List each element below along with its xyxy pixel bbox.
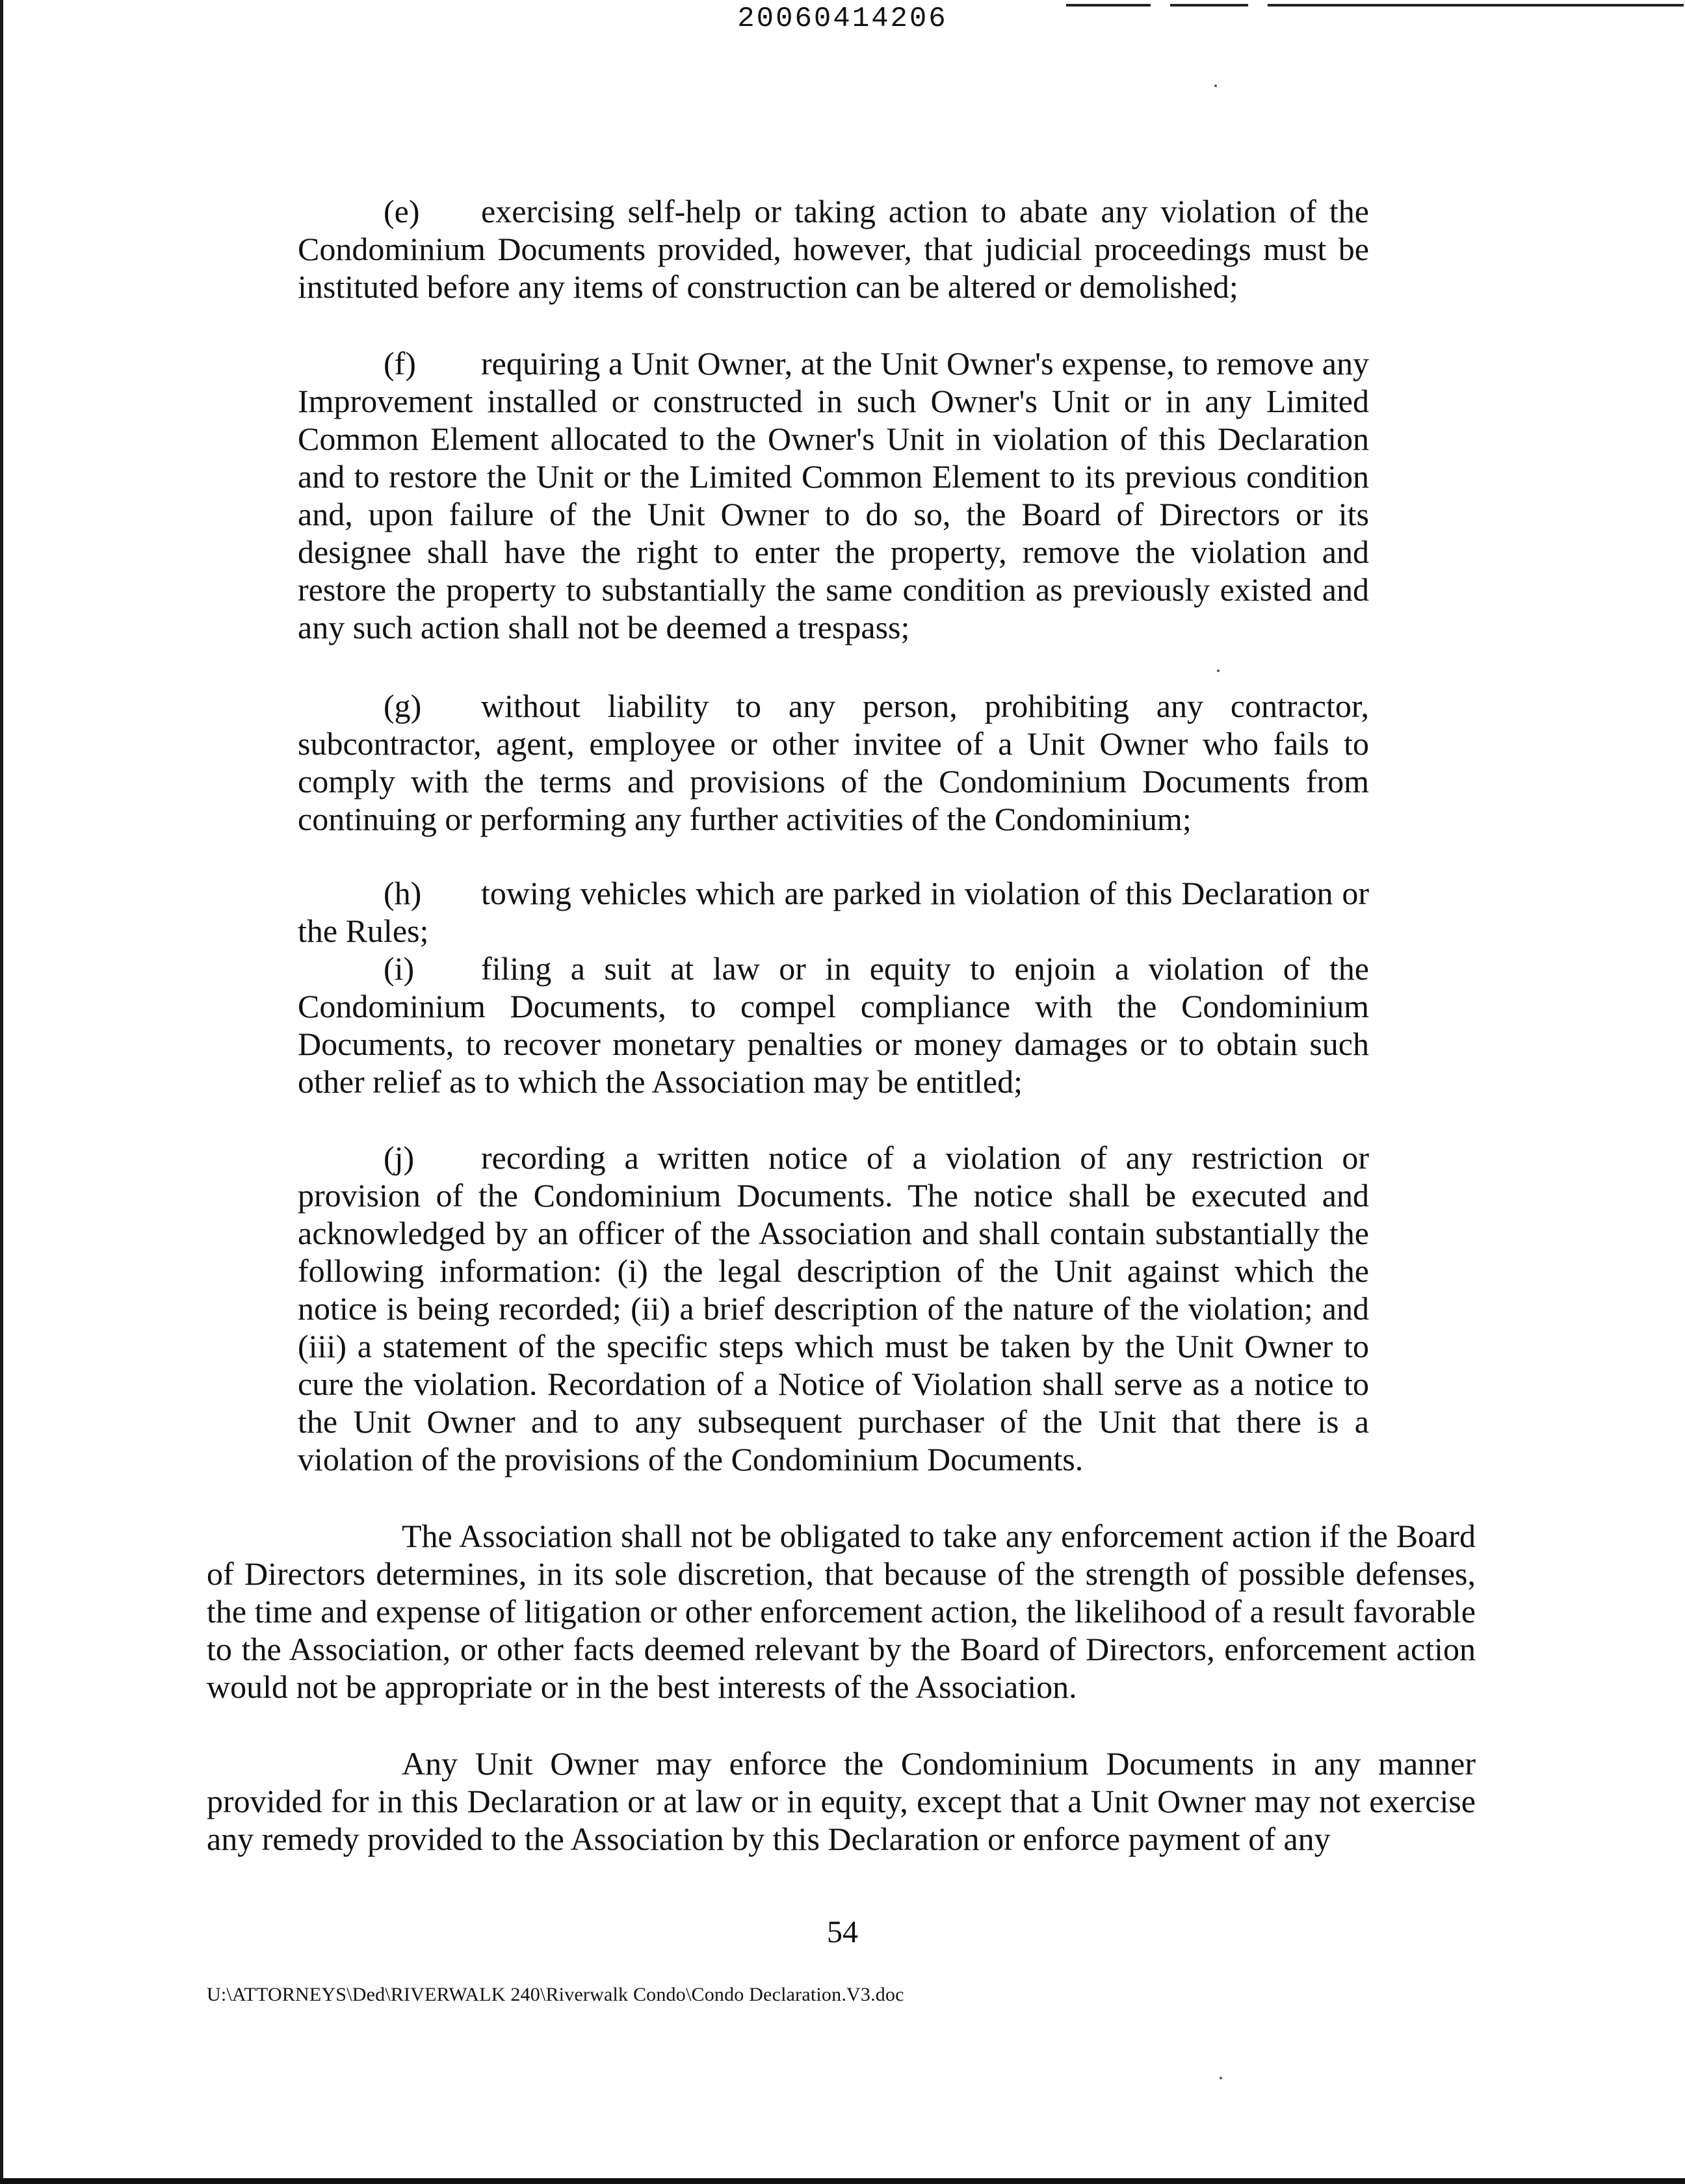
- paragraph-text: requiring a Unit Owner, at the Unit Owner's expense, to remove any Improvement installed or constructed in such Owner's Unit or in any Limited Common Element allocated to the Owner's Unit in violation of this Declaration and to restore the Unit or the Limited Common Element to its previous condition and, upon failure of the Unit Owner to do so, the Board of Directors or its designee shall have the right to enter the property, remove the violation and restore the property to substantially the same condition as previously existed and any such action shall not be deemed a trespass;: [298, 345, 1369, 645]
- paragraph-label: (i): [384, 950, 415, 987]
- scan-bottom-border: [0, 2178, 1685, 2184]
- paragraph-text: without liability to any person, prohibiting any contractor, subcontractor, agent, employee or other invitee of a Unit Owner who fails to comply with the terms and provisions of the Condominium Documents from continuing or performing any further activities of the Condominium;: [298, 688, 1369, 837]
- document-number: 20060414206: [737, 3, 948, 35]
- scan-speck: [1217, 670, 1220, 672]
- scan-left-border: [0, 0, 3, 2184]
- paragraph-text: exercising self-help or taking action to abate any violation of the Condominium Documents provided, however, that judicial proceedings must be instituted before any items of construction can be altered or demolished;: [298, 193, 1369, 305]
- paragraph-e: [298, 192, 1369, 306]
- paragraph-text: filing a suit at law or in equity to enjoin a violation of the Condominium Documents, to compel compliance with the Condominium Documents, to recover monetary penalties or money damages or to obtain such other relief as to which the Association may be entitled;: [298, 950, 1369, 1100]
- scan-speck: [1214, 84, 1217, 87]
- paragraph-text: towing vehicles which are parked in violation of this Declaration or the Rules;: [298, 875, 1369, 949]
- paragraph-j: [298, 1139, 1369, 1478]
- paragraph-g: [298, 687, 1369, 838]
- paragraph-text: recording a written notice of a violation of any restriction or provision of the Condominium Documents. The notice shall be executed and acknowledged by an officer of the Association and shall contain substantially the following information: (i) the legal description of the Unit against which the notice is being recorded; (ii) a brief description of the nature of the violation; and (iii) a statement of the specific steps which must be taken by the Unit Owner to cure the violation. Recordation of a Notice of Violation shall serve as a notice to the Unit Owner and to any subsequent purchaser of the Unit that there is a violation of the provisions of the Condominium Documents.: [298, 1139, 1369, 1477]
- paragraph-label: (e): [384, 193, 420, 229]
- page-number: 54: [827, 1915, 858, 1949]
- paragraph-f: [298, 344, 1369, 646]
- paragraph-label: (g): [384, 688, 422, 724]
- paragraph-label: (f): [384, 345, 416, 382]
- paragraph-label: (h): [384, 875, 422, 911]
- scan-speck: [1220, 2077, 1222, 2079]
- paragraph-label: (j): [384, 1139, 415, 1176]
- paragraph-unit-owner-enforcement: Any Unit Owner may enforce the Condominium Documents in any manner provided for in this Declaration or at law or in equity, except that a Unit Owner may not exercise any remedy provided to the Association by this Declaration or enforce payment of any: [207, 1745, 1476, 1857]
- file-path-footer: U:\ATTORNEYS\Ded\RIVERWALK 240\Riverwalk Condo\Condo Declaration.V3.doc: [207, 1984, 904, 2005]
- paragraph-i: [298, 950, 1369, 1100]
- paragraph-h: [298, 874, 1369, 950]
- paragraph-enforcement-discretion: The Association shall not be obligated to take any enforcement action if the Board of Directors determines, in its sole discretion, that because of the strength of possible defenses, the time and expense of litigation or other enforcement action, the likelihood of a result favorable to the Association, or other facts deemed relevant by the Board of Directors, enforcement action would not be appropriate or in the best interests of the Association.: [207, 1518, 1476, 1705]
